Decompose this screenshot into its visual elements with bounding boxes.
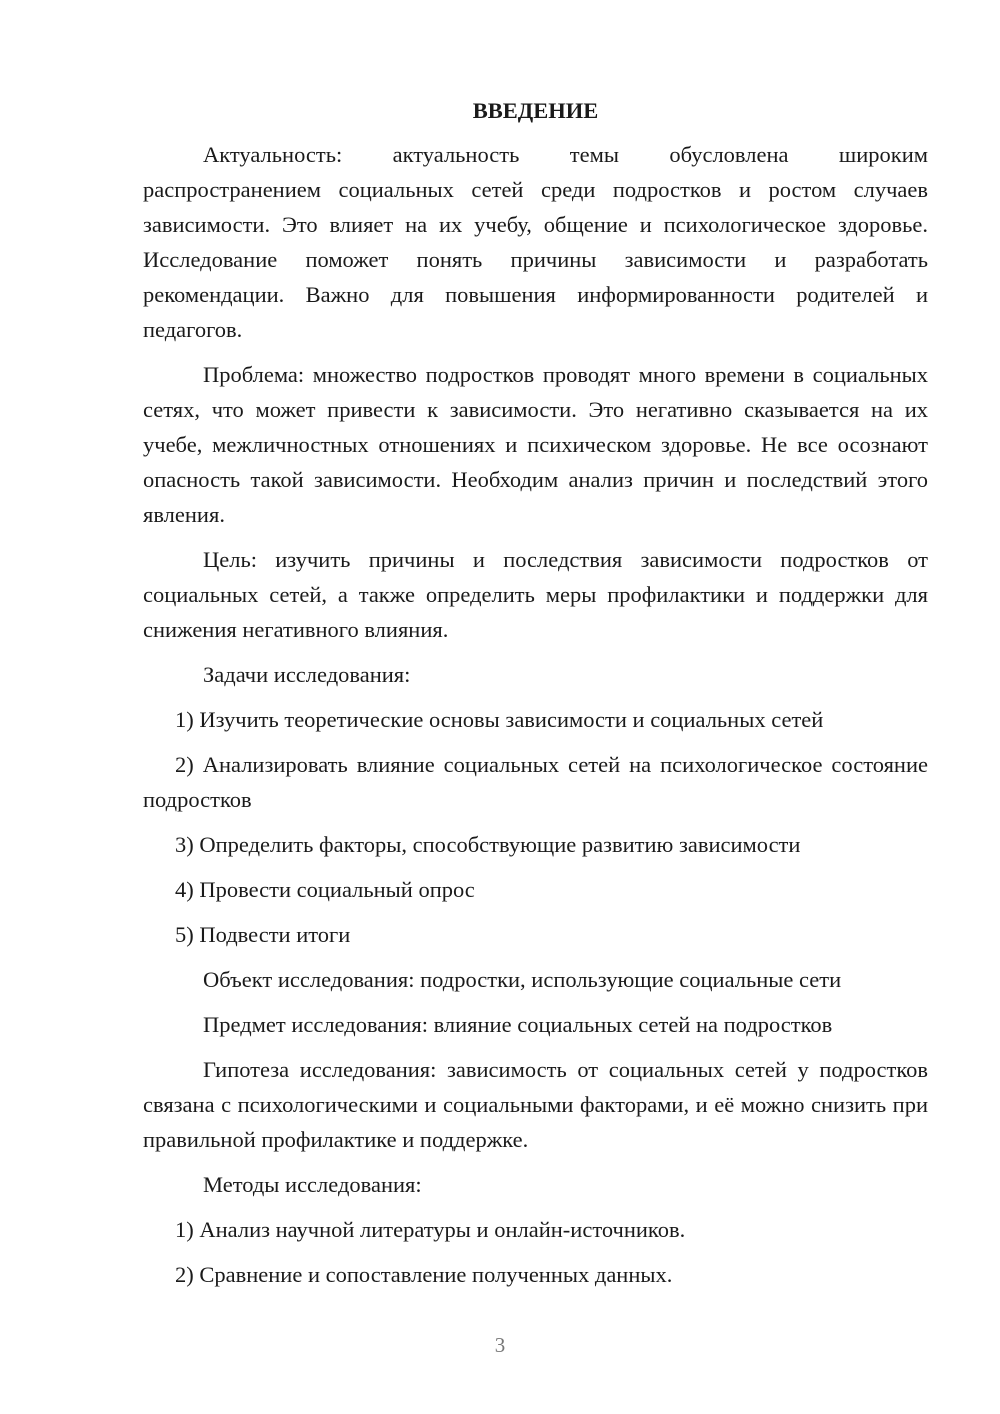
method-item: 1) Анализ научной литературы и онлайн-источников. [175,1217,686,1242]
problem-paragraph: Проблема: множество подростков проводят много времени в социальных сетях, что может привести к зависимости. Это негативно сказывается на их учебе, межличностных отношениях и психическом здоровье. Не все осознают опасность такой зависимости. Необходим анализ причин и последствий этого явления. [143,362,928,527]
task-item: 1) Изучить теоретические основы зависимости и социальных сетей [175,707,824,732]
page-number: 3 [494,1333,506,1357]
relevance-paragraph: Актуальность: актуальность темы обусловлена широким распространением социальных сетей среди подростков и ростом случаев зависимости. Это влияет на их учебу, общение и психологическое здоровье. Исследование поможет понять причины зависимости и разработать рекомендации. Важно для повышения информированности родителей и педагогов. [143,142,928,342]
research-subject: Предмет исследования: влияние социальных сетей на подростков [203,1012,833,1037]
research-object: Объект исследования: подростки, использующие социальные сети [203,967,842,992]
task-item: 4) Провести социальный опрос [175,877,475,902]
document-page [143,95,928,1302]
hypothesis-paragraph: Гипотеза исследования: зависимость от социальных сетей у подростков связана с психологическими и социальными факторами, и её можно снизить при правильной профилактике и поддержке. [143,1057,928,1152]
methods-heading: Методы исследования: [203,1172,422,1197]
task-item: 3) Определить факторы, способствующие развитию зависимости [175,832,801,857]
task-item: 5) Подвести итоги [175,922,351,947]
tasks-heading: Задачи исследования: [203,662,411,687]
task-item: 2) Анализировать влияние социальных сетей на психологическое состояние подростков [143,752,928,812]
goal-paragraph: Цель: изучить причины и последствия зависимости подростков от социальных сетей, а также определить меры профилактики и поддержки для снижения негативного влияния. [143,547,928,642]
method-item: 2) Сравнение и сопоставление полученных данных. [175,1262,673,1287]
section-heading: ВВЕДЕНИЕ [472,98,599,123]
